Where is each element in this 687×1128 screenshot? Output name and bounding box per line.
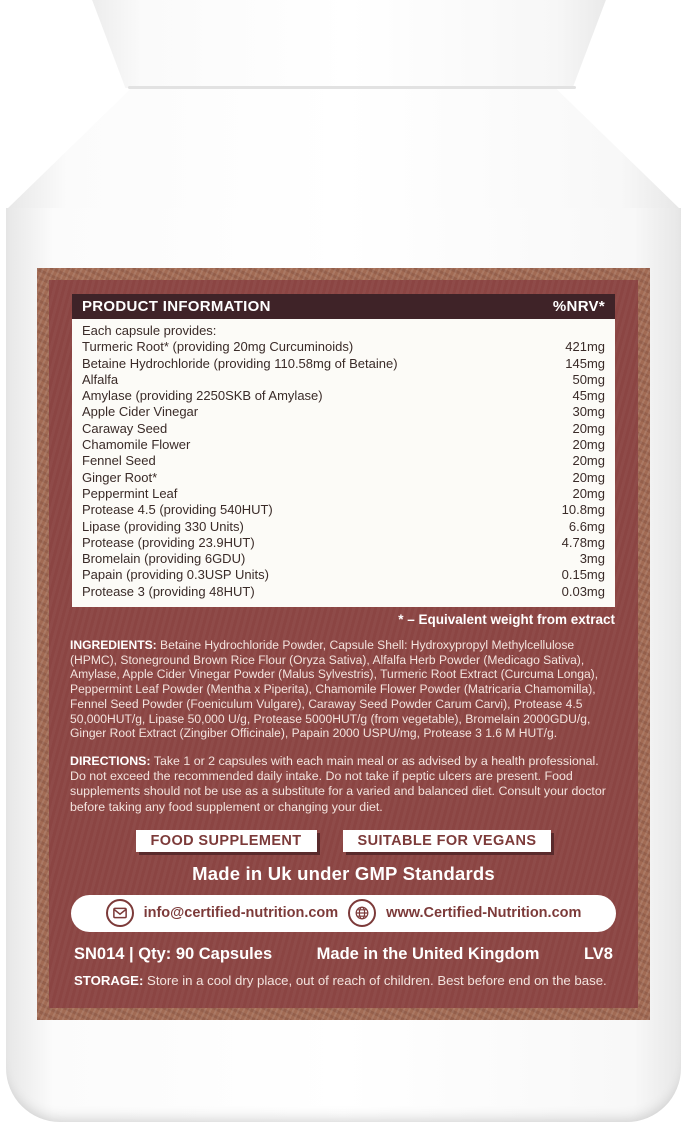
- storage-paragraph: [74, 973, 613, 990]
- directions-text: Take 1 or 2 capsules with each main meal or as advised by a health professional. Do not exceed the recommended daily intake. Do not take if peptic ulcers are present. Food supplements should not be use as a substitute for a varied and balanced diet. Consult your doctor before taking any food supplement or changing your diet.: [70, 753, 606, 814]
- ingredient-amount: 0.03mg: [561, 583, 605, 599]
- back-label: [37, 268, 650, 1020]
- table-header: [72, 294, 615, 319]
- table-row: [82, 486, 605, 502]
- table-intro: Each capsule provides:: [82, 323, 217, 338]
- storage-label: STORAGE:: [74, 972, 144, 988]
- ingredient-amount: 4.78mg: [561, 534, 605, 550]
- ingredient-name: Chamomile Flower: [82, 437, 191, 453]
- ingredient-name: Bromelain (providing 6GDU): [82, 551, 246, 567]
- ingredient-amount: 421mg: [565, 339, 605, 355]
- ingredient-amount: 20mg: [572, 453, 605, 469]
- directions-label: DIRECTIONS:: [70, 753, 151, 768]
- ingredient-name: Fennel Seed: [82, 453, 156, 469]
- table-row: [82, 584, 605, 600]
- table-row: [82, 502, 605, 518]
- ingredient-amount: 20mg: [572, 485, 605, 501]
- ingredient-amount: 45mg: [572, 388, 605, 404]
- ingredient-name: Ginger Root*: [82, 469, 158, 485]
- bottle-cap: [89, 0, 609, 88]
- equivalent-footnote: * – Equivalent weight from extract: [398, 612, 615, 628]
- batch-code: LV8: [583, 944, 613, 963]
- ingredient-name: Turmeric Root* (providing 20mg Curcuminoids): [82, 339, 354, 355]
- ingredient-amount: 20mg: [572, 437, 605, 453]
- food-supplement-badge: FOOD SUPPLEMENT: [136, 830, 317, 852]
- ingredient-amount: 0.15mg: [561, 567, 605, 583]
- table-row: [82, 421, 605, 437]
- storage-text: Store in a cool dry place, out of reach of children. Best before end on the base.: [143, 972, 607, 988]
- ingredient-amount: 3mg: [579, 551, 605, 567]
- ingredient-name: Caraway Seed: [82, 420, 168, 436]
- table-row: [82, 535, 605, 551]
- ingredient-name: Peppermint Leaf: [82, 485, 178, 501]
- table-row: [82, 551, 605, 567]
- ingredient-amount: 145mg: [565, 355, 605, 371]
- nrv-header: %NRV*: [552, 298, 605, 315]
- contact-website: www.Certified-Nutrition.com: [386, 905, 582, 922]
- ingredient-amount: 20mg: [572, 469, 605, 485]
- ingredient-amount: 30mg: [572, 404, 605, 420]
- ingredients-label: INGREDIENTS:: [70, 638, 157, 653]
- ingredient-name: Amylase (providing 2250SKB of Amylase): [82, 388, 323, 404]
- globe-icon: [348, 899, 376, 927]
- bottle-shoulder: [6, 88, 681, 210]
- gmp-standards-line: Made in Uk under GMP Standards: [192, 862, 495, 884]
- table-row: [82, 356, 605, 372]
- batch-line: [74, 945, 613, 964]
- ingredient-name: Alfalfa: [82, 371, 119, 387]
- table-row: [82, 519, 605, 535]
- contact-email: info@certified-nutrition.com: [143, 905, 339, 922]
- table-row: [82, 453, 605, 469]
- cap-seam-line: [128, 86, 576, 89]
- ingredient-amount: 10.8mg: [561, 502, 605, 518]
- ingredients-paragraph: [70, 638, 617, 741]
- table-row: [82, 437, 605, 453]
- ingredient-name: Protease 3 (providing 48HUT): [82, 583, 255, 599]
- table-row: [82, 567, 605, 583]
- table-body: [72, 319, 615, 607]
- made-in-line: Made in the United Kingdom: [316, 944, 540, 963]
- table-row: [82, 404, 605, 420]
- table-row: [82, 339, 605, 355]
- ingredient-amount: 20mg: [572, 420, 605, 436]
- directions-paragraph: [70, 754, 617, 815]
- ingredient-name: Apple Cider Vinegar: [82, 404, 199, 420]
- ingredient-name: Lipase (providing 330 Units): [82, 518, 244, 534]
- table-rows: [82, 339, 605, 600]
- table-row: [82, 388, 605, 404]
- ingredient-amount: 6.6mg: [568, 518, 605, 534]
- ingredient-name: Betaine Hydrochloride (providing 110.58mg of Betaine): [82, 355, 398, 371]
- ingredient-name: Papain (providing 0.3USP Units): [82, 567, 269, 583]
- label-panel: [49, 280, 638, 1008]
- email-icon: [106, 899, 134, 927]
- product-information-table: [72, 294, 615, 607]
- table-row: [82, 372, 605, 388]
- ingredient-name: Protease 4.5 (providing 540HUT): [82, 502, 273, 518]
- ingredient-amount: 50mg: [572, 371, 605, 387]
- badge-row: [49, 830, 638, 852]
- table-row: [82, 470, 605, 486]
- vegan-badge: SUITABLE FOR VEGANS: [343, 830, 552, 852]
- ingredient-name: Protease (providing 23.9HUT): [82, 534, 255, 550]
- ingredients-text: Betaine Hydrochloride Powder, Capsule Shell: Hydroxypropyl Methylcellulose (HPMC), Stoneground Brown Rice Flour (Oryza Sativa), Alfalfa Herb Powder (Medicago Sativa), Amylase, Apple Cider Vinegar Powder (Malus Sylvestris), Turmeric Root Extract (Curcuma Longa), Peppermint Leaf Powder (Mentha x Piperita), Chamomile Flower Powder (Matricaria Chamomilla), Fennel Seed Powder (Foeniculum Vulgare), Caraway Seed Powder Carum Carvi), Protease 4.5 50,000HUT/g, Lipase 50,000 U/g, Protease 5000HUT/g (from vegetable), Bromelain 2000GDU/g, Ginger Root Extract (Zingiber Officinale), Papain 2000 USPU/mg, Protease 3 1.6 M HUT/g.: [70, 638, 599, 741]
- sku-quantity: SN014 | Qty: 90 Capsules: [74, 944, 273, 963]
- contact-bar: [71, 895, 616, 932]
- table-title: PRODUCT INFORMATION: [82, 298, 271, 315]
